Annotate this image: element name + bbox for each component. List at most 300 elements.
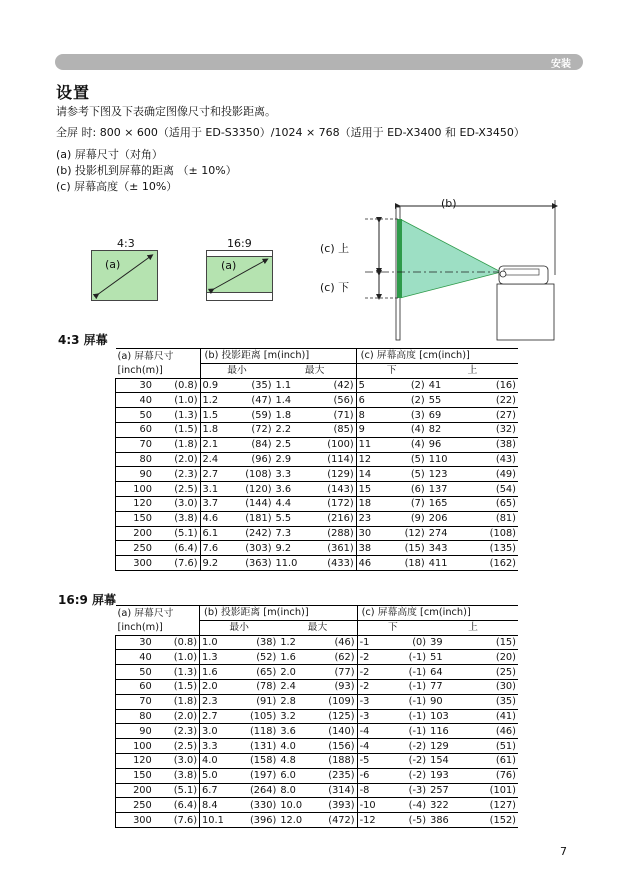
table-cell: (84) — [229, 437, 273, 452]
table-row — [116, 556, 519, 571]
table-cell: (2.0) — [154, 452, 200, 467]
table-cell: 116 — [428, 724, 466, 739]
table-cell: (2.5) — [154, 482, 200, 497]
table-cell: 39 — [428, 635, 466, 650]
table-cell: 2.4 — [200, 452, 229, 467]
table-cell: 6.0 — [278, 768, 314, 783]
col-b-min: 最小 — [200, 620, 279, 635]
table-4-3-screen — [115, 348, 518, 571]
col-a-unit: [inch(m)] — [116, 363, 201, 378]
table-cell: 3.2 — [278, 709, 314, 724]
table-cell: (162) — [466, 556, 518, 571]
table-cell: -5 — [357, 753, 392, 768]
table-cell: (85) — [311, 422, 356, 437]
table-cell: (1.8) — [154, 694, 200, 709]
table-cell: 50 — [116, 665, 154, 680]
table-cell: (81) — [466, 511, 518, 526]
table-cell: (1.8) — [154, 437, 200, 452]
label-a-4-3: (a) — [105, 258, 121, 271]
table-cell: 150 — [116, 768, 154, 783]
table-cell: 1.8 — [200, 422, 229, 437]
table-cell: (1.0) — [154, 650, 200, 665]
table-cell: (108) — [466, 526, 518, 541]
table-cell: 1.2 — [200, 393, 229, 408]
table-cell: 2.2 — [274, 422, 312, 437]
table-cell: 4.0 — [278, 739, 314, 754]
table-cell: (-4) — [392, 798, 428, 813]
table-cell: (12) — [385, 526, 426, 541]
table-cell: 343 — [427, 541, 466, 556]
table-cell: -3 — [357, 694, 392, 709]
table-cell: (6) — [385, 482, 426, 497]
table-cell: (71) — [311, 408, 356, 423]
table-cell: 3.1 — [200, 482, 229, 497]
table-cell: 5.5 — [274, 511, 312, 526]
table-row — [116, 679, 519, 694]
table-cell: (3) — [385, 408, 426, 423]
table-cell: (59) — [229, 408, 273, 423]
table-cell: -8 — [357, 783, 392, 798]
section-4-3-title: 4:3 屏幕 — [58, 333, 108, 347]
table-cell: 90 — [116, 724, 154, 739]
col-c-up: 上 — [427, 363, 518, 378]
table-cell: (105) — [236, 709, 278, 724]
table-cell: 80 — [116, 709, 154, 724]
table-cell: 23 — [356, 511, 385, 526]
table-row — [116, 437, 519, 452]
table-cell: (4) — [385, 437, 426, 452]
table-cell: 3.3 — [200, 739, 237, 754]
table-cell: (65) — [236, 665, 278, 680]
table-cell: (100) — [311, 437, 356, 452]
table-cell: 6.1 — [200, 526, 229, 541]
table-cell: (-1) — [392, 650, 428, 665]
table-cell: 30 — [116, 378, 155, 393]
table-cell: 60 — [116, 679, 154, 694]
table-cell: (2.3) — [154, 724, 200, 739]
table-cell: 69 — [427, 408, 466, 423]
table-cell: (20) — [467, 650, 518, 665]
page-title: 设置 — [56, 83, 91, 102]
table-cell: (125) — [314, 709, 357, 724]
table-row — [116, 526, 519, 541]
table-cell: (3.0) — [154, 496, 200, 511]
table-cell: (0.8) — [154, 635, 200, 650]
table-cell: 4.8 — [278, 753, 314, 768]
table-cell: 11.0 — [274, 556, 312, 571]
label-b: (b) — [441, 197, 457, 210]
table-cell: (135) — [466, 541, 518, 556]
table-row — [116, 813, 519, 828]
table-cell: (38) — [466, 437, 518, 452]
table-cell: -10 — [357, 798, 392, 813]
table-cell: 3.7 — [200, 496, 229, 511]
table-row — [116, 739, 519, 754]
table-cell: (22) — [466, 393, 518, 408]
table-cell: (101) — [467, 783, 518, 798]
col-c-header: (c) 屏幕高度 [cm(inch)] — [356, 349, 518, 364]
table-cell: (152) — [467, 813, 518, 828]
table-cell: 15 — [356, 482, 385, 497]
table-cell: (433) — [311, 556, 356, 571]
table-cell: (393) — [314, 798, 357, 813]
table-cell: 7.3 — [274, 526, 312, 541]
col-b-header: (b) 投影距离 [m(inch)] — [200, 606, 358, 621]
table-cell: 60 — [116, 422, 155, 437]
table-cell: 150 — [116, 511, 155, 526]
table-cell: 3.0 — [200, 724, 237, 739]
table-cell: (43) — [466, 452, 518, 467]
table-cell: 55 — [427, 393, 466, 408]
col-c-header: (c) 屏幕高度 [cm(inch)] — [357, 606, 518, 621]
table-cell: 41 — [427, 378, 466, 393]
table-cell: (-1) — [392, 724, 428, 739]
table-cell: 64 — [428, 665, 466, 680]
table-cell: 14 — [356, 467, 385, 482]
table-cell: 1.8 — [274, 408, 312, 423]
table-row — [116, 482, 519, 497]
legend-a: (a) 屏幕尺寸（对角） — [56, 148, 163, 161]
table-cell: (91) — [236, 694, 278, 709]
table-cell: 110 — [427, 452, 466, 467]
table-cell: 5.0 — [200, 768, 237, 783]
table-row — [116, 694, 519, 709]
col-b-max: 最大 — [274, 363, 357, 378]
table-cell: -3 — [357, 709, 392, 724]
col-b-min: 最小 — [200, 363, 274, 378]
table-cell: 120 — [116, 753, 154, 768]
legend-c: (c) 屏幕高度（± 10%） — [56, 180, 178, 193]
table-cell: (235) — [314, 768, 357, 783]
table-cell: (15) — [385, 541, 426, 556]
table-cell: 8 — [356, 408, 385, 423]
table-cell: (25) — [467, 665, 518, 680]
table-cell: 30 — [116, 635, 154, 650]
table-cell: (5.1) — [154, 526, 200, 541]
table-cell: 200 — [116, 783, 154, 798]
table-cell: (3.8) — [154, 768, 200, 783]
table-cell: 8.0 — [278, 783, 314, 798]
label-c-up: (c) 上 — [320, 242, 350, 255]
table-cell: (56) — [311, 393, 356, 408]
table-row — [116, 635, 519, 650]
col-b-header: (b) 投影距离 [m(inch)] — [200, 349, 356, 364]
table-cell: (-2) — [392, 739, 428, 754]
table-16-9-screen — [115, 605, 518, 828]
table-cell: (61) — [467, 753, 518, 768]
label-a-16-9: (a) — [221, 259, 237, 272]
table-cell: (18) — [385, 556, 426, 571]
col-a-unit: [inch(m)] — [116, 620, 200, 635]
table-cell: (16) — [466, 378, 518, 393]
table-cell: 1.6 — [278, 650, 314, 665]
table-cell: -1 — [357, 635, 392, 650]
table-cell: 18 — [356, 496, 385, 511]
table-cell: 1.0 — [200, 635, 237, 650]
table-cell: (47) — [229, 393, 273, 408]
table-row — [116, 378, 519, 393]
table-cell: (216) — [311, 511, 356, 526]
table-row — [116, 650, 519, 665]
table-cell: 2.8 — [278, 694, 314, 709]
table-cell: 7.6 — [200, 541, 229, 556]
table-cell: 2.4 — [278, 679, 314, 694]
table-cell: (2) — [385, 393, 426, 408]
table-cell: (7) — [385, 496, 426, 511]
table-cell: (472) — [314, 813, 357, 828]
table-cell: 2.0 — [278, 665, 314, 680]
table-cell: (46) — [467, 724, 518, 739]
table-cell: 300 — [116, 556, 155, 571]
section-label: 安装 — [551, 59, 571, 70]
table-cell: 3.3 — [274, 467, 312, 482]
table-cell: 274 — [427, 526, 466, 541]
col-c-down: 下 — [357, 620, 428, 635]
table-cell: 200 — [116, 526, 155, 541]
table-cell: 90 — [428, 694, 466, 709]
table-cell: 10.0 — [278, 798, 314, 813]
table-cell: 411 — [427, 556, 466, 571]
table-cell: (7.6) — [154, 813, 200, 828]
table-cell: (54) — [466, 482, 518, 497]
table-cell: (52) — [236, 650, 278, 665]
table-cell: (72) — [229, 422, 273, 437]
table-cell: (-2) — [392, 753, 428, 768]
table-cell: (41) — [467, 709, 518, 724]
table-cell: 250 — [116, 798, 154, 813]
table-cell: 250 — [116, 541, 155, 556]
table-cell: (108) — [229, 467, 273, 482]
table-cell: -4 — [357, 739, 392, 754]
col-c-down: 下 — [356, 363, 427, 378]
table-cell: 257 — [428, 783, 466, 798]
table-cell: (49) — [466, 467, 518, 482]
table-cell: 100 — [116, 739, 154, 754]
table-cell: 70 — [116, 437, 155, 452]
table-cell: (32) — [466, 422, 518, 437]
table-row — [116, 753, 519, 768]
legend-b: (b) 投影机到屏幕的距离 （± 10%） — [56, 164, 237, 177]
table-cell: (3.8) — [154, 511, 200, 526]
table-row — [116, 709, 519, 724]
table-cell: 9.2 — [274, 541, 312, 556]
table-cell: (62) — [314, 650, 357, 665]
table-cell: 11 — [356, 437, 385, 452]
table-cell: (2) — [385, 378, 426, 393]
table-cell: 2.5 — [274, 437, 312, 452]
table-cell: (30) — [467, 679, 518, 694]
table-cell: 9 — [356, 422, 385, 437]
table-row — [116, 798, 519, 813]
table-cell: 70 — [116, 694, 154, 709]
intro-text: 请参考下图及下表确定图像尺寸和投影距离。 — [56, 105, 276, 118]
table-cell: 386 — [428, 813, 466, 828]
label-c-down: (c) 下 — [320, 281, 350, 294]
table-cell: (2.0) — [154, 709, 200, 724]
table-cell: (158) — [236, 753, 278, 768]
table-cell: 322 — [428, 798, 466, 813]
table-cell: (1.3) — [154, 408, 200, 423]
table-cell: (140) — [314, 724, 357, 739]
table-cell: (-1) — [392, 679, 428, 694]
table-cell: (363) — [229, 556, 273, 571]
table-cell: 4.6 — [200, 511, 229, 526]
table-row — [116, 541, 519, 556]
table-cell: (264) — [236, 783, 278, 798]
table-cell: (1.5) — [154, 679, 200, 694]
table-cell: 137 — [427, 482, 466, 497]
table-cell: 51 — [428, 650, 466, 665]
table-cell: 46 — [356, 556, 385, 571]
table-cell: 3.6 — [278, 724, 314, 739]
table-cell: (2.5) — [154, 739, 200, 754]
table-cell: (242) — [229, 526, 273, 541]
table-cell: -2 — [357, 679, 392, 694]
table-cell: -6 — [357, 768, 392, 783]
diagonal-arrow-4-3 — [91, 250, 158, 301]
table-cell: -2 — [357, 650, 392, 665]
table-cell: (1.5) — [154, 422, 200, 437]
table-cell: (51) — [467, 739, 518, 754]
table-cell: 2.0 — [200, 679, 237, 694]
table-cell: -2 — [357, 665, 392, 680]
table-cell: (77) — [314, 665, 357, 680]
table-cell: (188) — [314, 753, 357, 768]
table-cell: (-1) — [392, 665, 428, 680]
table-cell: 30 — [356, 526, 385, 541]
table-cell: (143) — [311, 482, 356, 497]
table-cell: (7.6) — [154, 556, 200, 571]
table-cell: 38 — [356, 541, 385, 556]
table-cell: (-5) — [392, 813, 428, 828]
fullscreen-text: 全屏 时: 800 × 600（适用于 ED-S3350）/1024 × 768（适用于 ED-X3400 和 ED-X3450） — [56, 126, 525, 139]
table-cell: (5.1) — [154, 783, 200, 798]
table-cell: (2.3) — [154, 467, 200, 482]
table-cell: 2.7 — [200, 709, 237, 724]
table-cell: 4.0 — [200, 753, 237, 768]
table-cell: (330) — [236, 798, 278, 813]
table-cell: (118) — [236, 724, 278, 739]
table-cell: 1.6 — [200, 665, 237, 680]
table-cell: (35) — [467, 694, 518, 709]
table-cell: (120) — [229, 482, 273, 497]
table-cell: (6.4) — [154, 541, 200, 556]
table-cell: (78) — [236, 679, 278, 694]
table-cell: 4.4 — [274, 496, 312, 511]
table-row — [116, 393, 519, 408]
table-cell: 154 — [428, 753, 466, 768]
table-cell: 3.6 — [274, 482, 312, 497]
table-cell: 40 — [116, 393, 155, 408]
table-row — [116, 665, 519, 680]
table-cell: (181) — [229, 511, 273, 526]
table-cell: 1.2 — [278, 635, 314, 650]
table-cell: (288) — [311, 526, 356, 541]
table-cell: 100 — [116, 482, 155, 497]
table-cell: 90 — [116, 467, 155, 482]
table-cell: 193 — [428, 768, 466, 783]
table-cell: (42) — [311, 378, 356, 393]
table-cell: 1.4 — [274, 393, 312, 408]
table-cell: (5) — [385, 452, 426, 467]
table-cell: (65) — [466, 496, 518, 511]
table-row — [116, 452, 519, 467]
table-cell: (303) — [229, 541, 273, 556]
table-cell: 77 — [428, 679, 466, 694]
table-cell: 10.1 — [200, 813, 237, 828]
table-cell: (172) — [311, 496, 356, 511]
col-c-up: 上 — [428, 620, 518, 635]
table-cell: 120 — [116, 496, 155, 511]
table-cell: (396) — [236, 813, 278, 828]
table-cell: 165 — [427, 496, 466, 511]
table-cell: -4 — [357, 724, 392, 739]
table-cell: (-1) — [392, 709, 428, 724]
header-bar — [55, 54, 583, 70]
table-cell: (114) — [311, 452, 356, 467]
table-cell: (314) — [314, 783, 357, 798]
table-cell: (76) — [467, 768, 518, 783]
col-b-max: 最大 — [278, 620, 357, 635]
diagonal-arrow-16-9 — [206, 250, 273, 301]
table-row — [116, 768, 519, 783]
ratio-16-9-label: 16:9 — [227, 237, 252, 250]
table-cell: (96) — [229, 452, 273, 467]
table-cell: (15) — [467, 635, 518, 650]
table-cell: (46) — [314, 635, 357, 650]
table-cell: 6.7 — [200, 783, 237, 798]
table-cell: 2.7 — [200, 467, 229, 482]
table-row — [116, 724, 519, 739]
col-a-header: (a) 屏幕尺寸 — [116, 606, 200, 621]
table-cell: 80 — [116, 452, 155, 467]
table-cell: (197) — [236, 768, 278, 783]
table-row — [116, 467, 519, 482]
table-cell: (131) — [236, 739, 278, 754]
table-cell: 12.0 — [278, 813, 314, 828]
table-row — [116, 422, 519, 437]
table-cell: 206 — [427, 511, 466, 526]
table-cell: (144) — [229, 496, 273, 511]
table-row — [116, 496, 519, 511]
table-cell: 1.5 — [200, 408, 229, 423]
col-a-header: (a) 屏幕尺寸 — [116, 349, 201, 364]
table-cell: 1.1 — [274, 378, 312, 393]
table-cell: (5) — [385, 467, 426, 482]
table-cell: 50 — [116, 408, 155, 423]
table-cell: 9.2 — [200, 556, 229, 571]
table-cell: 40 — [116, 650, 154, 665]
table-row — [116, 408, 519, 423]
table-cell: -12 — [357, 813, 392, 828]
table-cell: 300 — [116, 813, 154, 828]
table-cell: (6.4) — [154, 798, 200, 813]
table-cell: (3.0) — [154, 753, 200, 768]
table-cell: (1.3) — [154, 665, 200, 680]
table-row — [116, 511, 519, 526]
section-16-9-title: 16:9 屏幕 — [58, 593, 117, 607]
ratio-4-3-label: 4:3 — [117, 237, 135, 250]
table-cell: (0) — [392, 635, 428, 650]
table-row — [116, 783, 519, 798]
table-cell: (-3) — [392, 783, 428, 798]
table-cell: 123 — [427, 467, 466, 482]
table-cell: (4) — [385, 422, 426, 437]
table-cell: 2.9 — [274, 452, 312, 467]
table-cell: 103 — [428, 709, 466, 724]
table-cell: (109) — [314, 694, 357, 709]
table-cell: (93) — [314, 679, 357, 694]
